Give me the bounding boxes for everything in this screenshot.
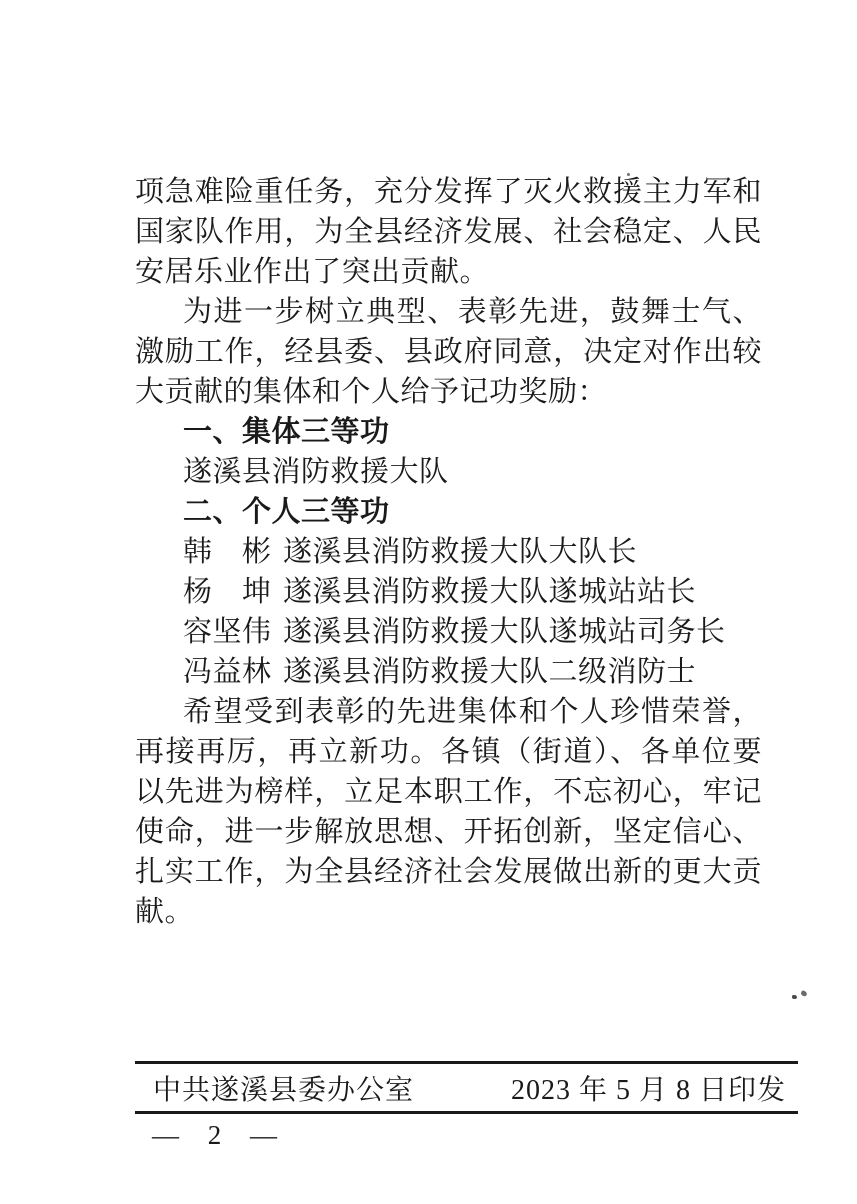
awardee-title: 遂溪县消防救援大队大队长 xyxy=(283,536,638,568)
paragraph-closing: 希望受到表彰的先进集体和个人珍惜荣誉，再接再厉，再立新功。各镇（街道）、各单位要以先进为榜样，立足本职工作，不忘初心，牢记使命，进一步解放思想、开拓创新，坚定信心、扎实工作，为全县经济社会发展做出新的更大贡献。 xyxy=(135,696,762,928)
awardee-name: 冯益林 xyxy=(183,656,272,688)
paragraph-continuation: 项急难险重任务，充分发挥了灭火救援主力军和国家队作用，为全县经济发展、社会稳定、人民安居乐业作出了突出贡献。 xyxy=(135,176,762,288)
awardee-row xyxy=(135,572,762,612)
scan-speck xyxy=(627,173,630,176)
scan-speck xyxy=(792,995,797,999)
section-heading-collective-merit: 一、集体三等功 xyxy=(183,416,390,448)
awardee-title: 遂溪县消防救援大队遂城站司务长 xyxy=(283,616,726,648)
footer-issuer: 中共遂溪县委办公室 xyxy=(153,1074,415,1106)
footer-print-date: 2023 年 5 月 8 日印发 xyxy=(510,1074,786,1106)
footer-colophon xyxy=(135,1061,798,1114)
awardee-name: 韩 彬 xyxy=(183,536,272,568)
collective-awardee: 遂溪县消防救援大队 xyxy=(183,456,449,488)
awardee-name: 容坚伟 xyxy=(183,616,272,648)
awardee-row xyxy=(135,652,762,692)
paragraph-intro: 为进一步树立典型、表彰先进，鼓舞士气、激励工作，经县委、县政府同意，决定对作出较大贡献的集体和个人给予记功奖励： xyxy=(135,296,762,408)
awardee-name: 杨 坤 xyxy=(183,576,272,608)
page-number: — 2 — xyxy=(152,1120,279,1150)
awardee-title: 遂溪县消防救援大队二级消防士 xyxy=(283,656,697,688)
awardee-title: 遂溪县消防救援大队遂城站站长 xyxy=(283,576,697,608)
awardee-row xyxy=(135,612,762,652)
section-heading-individual-merit: 二、个人三等功 xyxy=(183,496,390,528)
awardee-row xyxy=(135,532,762,572)
scan-speck xyxy=(800,990,808,997)
document-body xyxy=(135,172,762,932)
